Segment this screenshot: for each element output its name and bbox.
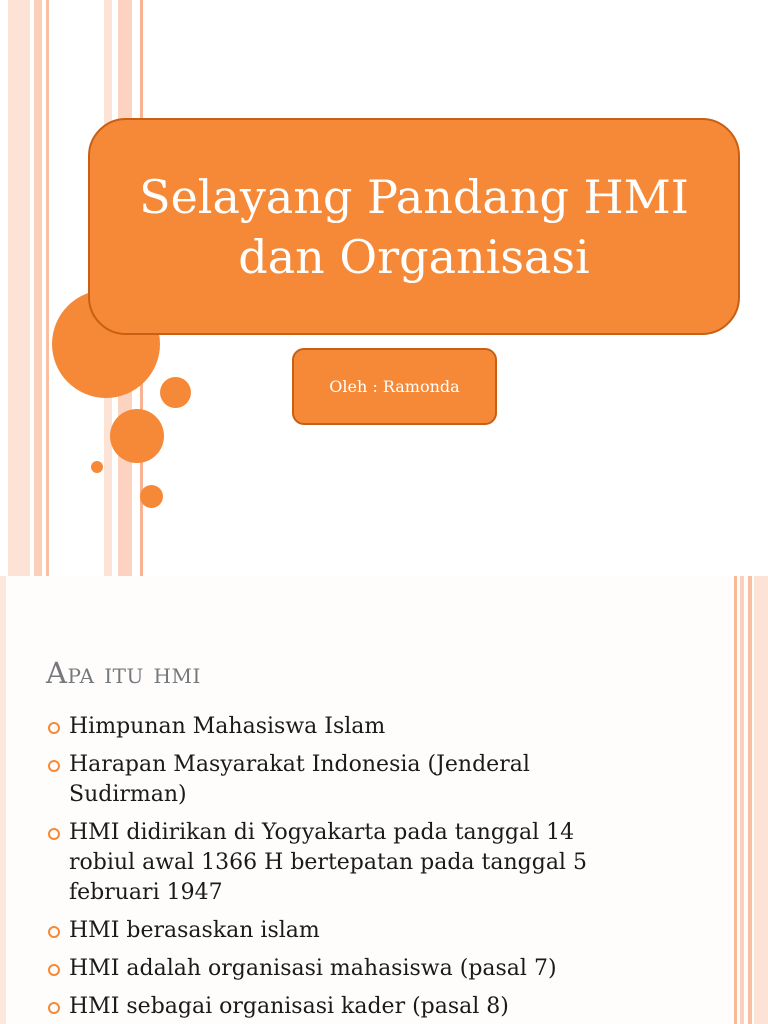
title-box [88,118,740,335]
list-item [46,992,646,1022]
slide-title: Selayang Pandang HMI dan Organisasi [139,169,689,284]
decorative-circle [160,377,191,408]
list-item [46,750,646,810]
decorative-stripe [34,0,42,576]
subtitle-box [292,348,497,425]
decorative-stripe [748,576,752,1024]
list-item-text: HMI sebagai organisasi kader (pasal 8) [69,994,509,1019]
decorative-circle-small [91,461,103,473]
list-item [46,712,646,742]
decorative-stripe [734,576,737,1024]
slide-subtitle: Oleh : Ramonda [329,377,460,396]
list-item-text: HMI adalah organisasi mahasiswa (pasal 7) [69,956,557,981]
decorative-stripe [0,576,6,1024]
bullet-circle-icon [48,964,60,976]
decorative-circle [140,485,163,508]
bullet-circle-icon [48,760,60,772]
section-heading: Apa itu hmi [46,656,201,690]
decorative-stripe [8,0,30,576]
bullet-list [46,712,646,1024]
list-item-text: HMI berasaskan islam [69,918,320,943]
list-item-text: Himpunan Mahasiswa Islam [69,714,386,739]
bullet-circle-icon [48,828,60,840]
decorative-stripe [740,576,744,1024]
list-item [46,818,646,908]
decorative-circle [110,409,164,463]
content-slide [0,576,768,1024]
bullet-circle-icon [48,926,60,938]
list-item [46,916,646,946]
list-item-text: Harapan Masyarakat Indonesia (Jenderal Sudirman) [69,752,530,807]
decorative-stripe [754,576,768,1024]
list-item [46,954,646,984]
decorative-stripe [46,0,49,576]
bullet-circle-icon [48,1002,60,1014]
bullet-circle-icon [48,722,60,734]
list-item-text: HMI didirikan di Yogyakarta pada tanggal 14 robiul awal 1366 H bertepatan pada tanggal 5 februari 1947 [69,820,587,905]
